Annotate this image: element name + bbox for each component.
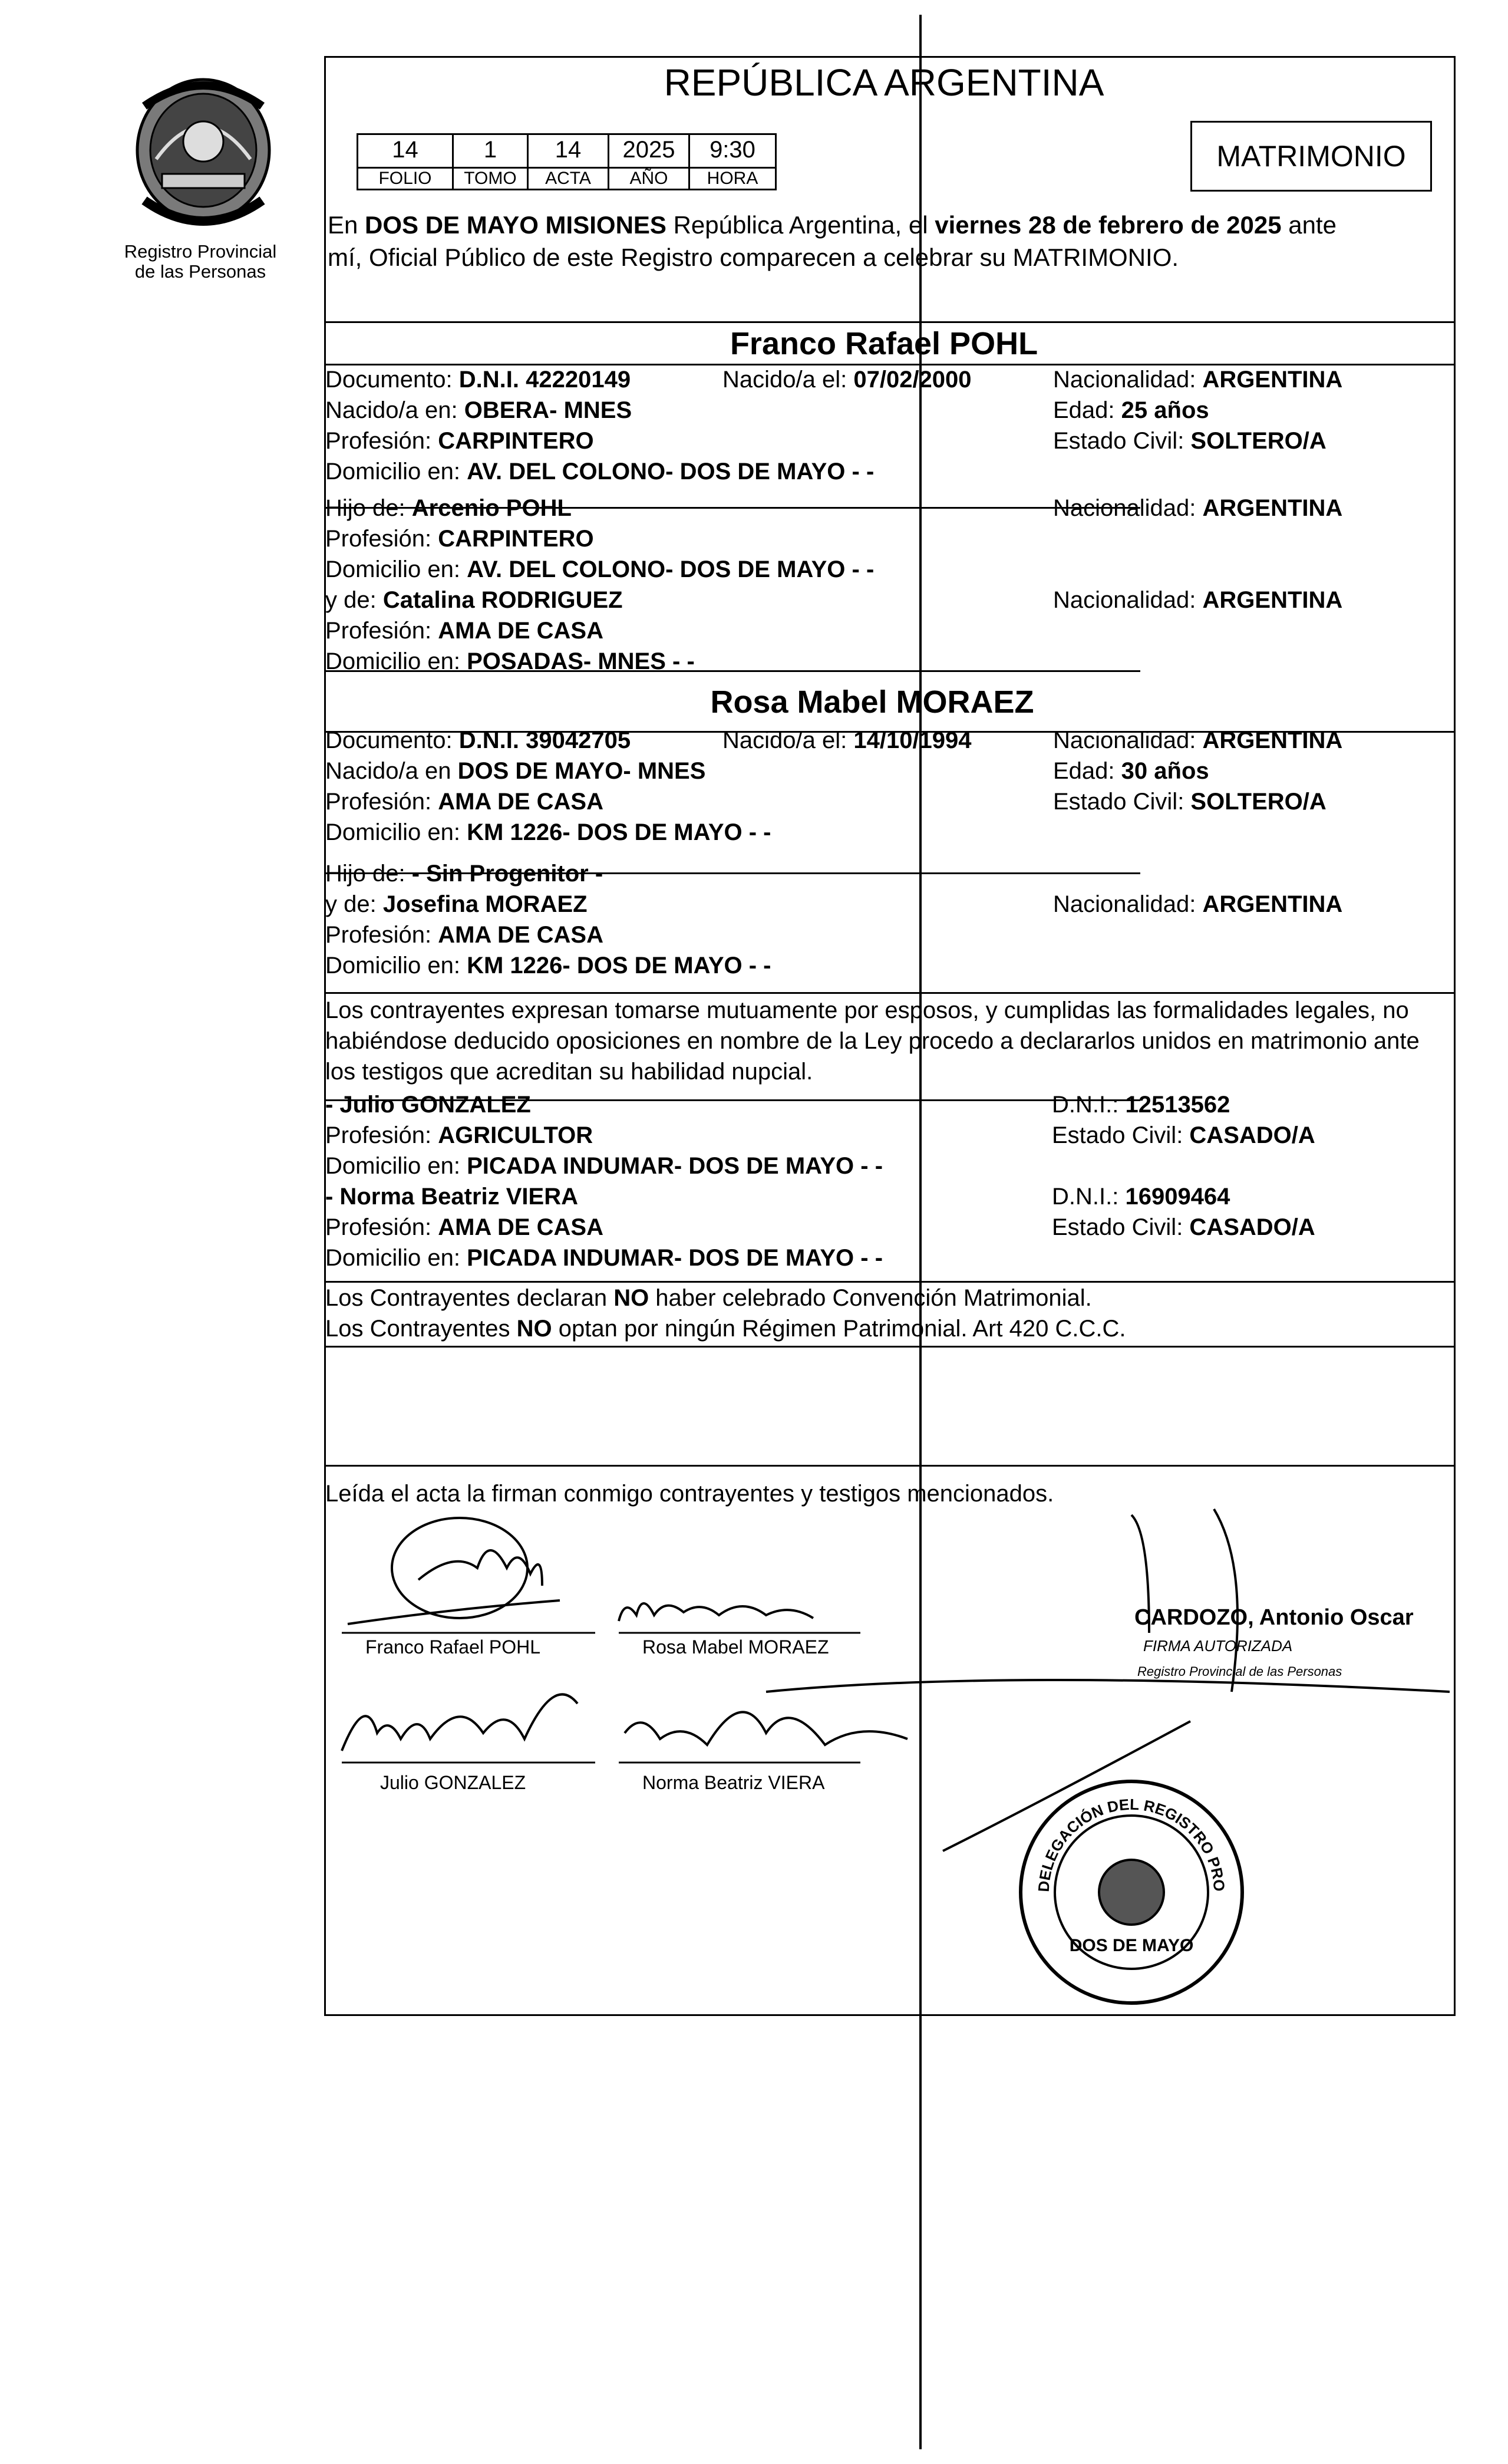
groom-profession: Profesión: CARPINTERO <box>325 428 594 454</box>
official-stamp-registry: Registro Provincial de las Personas <box>1137 1664 1342 1679</box>
intro-date: viernes 28 de febrero de 2025 <box>935 211 1282 239</box>
witness-2-dni: D.N.I.: 16909464 <box>1052 1184 1230 1210</box>
record-folio-label: FOLIO <box>357 167 454 190</box>
groom-address: Domicilio en: AV. DEL COLONO- DOS DE MAYO - - <box>325 459 875 485</box>
groom-document: Documento: D.N.I. 42220149 <box>325 367 631 393</box>
bride-father: Hijo de: - Sin Progenitor - <box>325 861 603 887</box>
divider-header <box>324 321 1456 323</box>
bride-signature-scribble <box>619 1603 813 1621</box>
registry-name <box>94 242 306 282</box>
witness-2-name: - Norma Beatriz VIERA <box>325 1184 578 1210</box>
bride-mother-profession: Profesión: AMA DE CASA <box>325 922 603 948</box>
bride-mother-nationality: Nacionalidad: ARGENTINA <box>1053 891 1343 917</box>
witness-1-profession: Profesión: AGRICULTOR <box>325 1122 593 1148</box>
bride-birthplace: Nacido/a en DOS DE MAYO- MNES <box>325 758 706 784</box>
record-acta-label: ACTA <box>527 167 609 190</box>
intro-place: DOS DE MAYO MISIONES <box>365 211 666 239</box>
registry-name-line2: de las Personas <box>134 261 266 282</box>
intro-line-2: mí, Oficial Público de este Registro comparecen a celebrar su MATRIMONIO. <box>328 243 1179 271</box>
bride-birthdate: Nacido/a el: 14/10/1994 <box>722 727 972 753</box>
seal-graphic <box>1014 1774 1249 2010</box>
bride-mother-address: Domicilio en: KM 1226- DOS DE MAYO - - <box>325 953 771 979</box>
bride-civil-status: Estado Civil: SOLTERO/A <box>1053 789 1326 815</box>
declaration-line-2: habiéndose deducido oposiciones en nombre de la Ley procedo a declararlos unidos en matrimonio ante <box>325 1028 1420 1054</box>
groom-age: Edad: 25 años <box>1053 397 1209 423</box>
witness-1-address: Domicilio en: PICADA INDUMAR- DOS DE MAYO - - <box>325 1153 883 1179</box>
groom-civil-status: Estado Civil: SOLTERO/A <box>1053 428 1326 454</box>
official-stamp-authorized: FIRMA AUTORIZADA <box>1143 1637 1293 1655</box>
groom-birthplace: Nacido/a en: OBERA- MNES <box>325 397 632 423</box>
groom-mother-nationality: Nacionalidad: ARGENTINA <box>1053 587 1343 613</box>
groom-mother-profession: Profesión: AMA DE CASA <box>325 618 603 644</box>
record-tomo-value: 1 <box>452 133 529 169</box>
declaration-line-1: Los contrayentes expresan tomarse mutuamente por esposos, y cumplidas las formalidades legales, no <box>325 997 1409 1023</box>
record-folio-value: 14 <box>357 133 454 169</box>
witness-1-civil-status: Estado Civil: CASADO/A <box>1052 1122 1315 1148</box>
signature-label-witness-1: Julio GONZALEZ <box>380 1772 526 1793</box>
groom-name: Franco Rafael POHL <box>730 326 1038 361</box>
witness-1-dni: D.N.I.: 12513562 <box>1052 1092 1230 1118</box>
page-title: REPÚBLICA ARGENTINA <box>664 61 1104 104</box>
bride-profession: Profesión: AMA DE CASA <box>325 789 603 815</box>
bride-nationality: Nacionalidad: ARGENTINA <box>1053 727 1343 753</box>
bride-address: Domicilio en: KM 1226- DOS DE MAYO - - <box>325 819 771 845</box>
signatures-art <box>330 1497 1450 2028</box>
witness-2-address: Domicilio en: PICADA INDUMAR- DOS DE MAYO - - <box>325 1245 883 1271</box>
witness-2-profession: Profesión: AMA DE CASA <box>325 1214 603 1240</box>
groom-father: Hijo de: Arcenio POHL <box>325 495 572 521</box>
divider-closing <box>324 1465 1456 1467</box>
official-seal <box>1014 1774 1249 2010</box>
witness-1-signature-scribble <box>342 1694 578 1751</box>
record-hora-label: HORA <box>688 167 777 190</box>
declaration-line-3: los testigos que acreditan su habilidad nupcial. <box>325 1059 813 1085</box>
signature-label-bride: Rosa Mabel MORAEZ <box>642 1636 829 1658</box>
groom-signature-scribble <box>348 1518 560 1624</box>
groom-mother-address: Domicilio en: POSADAS- MNES - - <box>325 648 695 674</box>
bride-mother: y de: Josefina MORAEZ <box>325 891 588 917</box>
seal-inner-text: DOS DE MAYO <box>1069 1936 1194 1955</box>
regime-line-1: Los Contrayentes declaran NO haber celebrado Convención Matrimonial. <box>325 1285 1092 1311</box>
record-anio-value: 2025 <box>608 133 690 169</box>
divider-notes <box>324 1346 1456 1348</box>
registry-logo <box>121 71 286 242</box>
regime-line-2: Los Contrayentes NO optan por ningún Régimen Patrimonial. Art 420 C.C.C. <box>325 1316 1126 1342</box>
official-stamp-name: CARDOZO, Antonio Oscar <box>1134 1605 1414 1630</box>
seal-outer-text: DELEGACIÓN DEL REGISTRO PRO <box>1034 1795 1229 1893</box>
signature-label-witness-2: Norma Beatriz VIERA <box>642 1772 825 1793</box>
groom-mother: y de: Catalina RODRIGUEZ <box>325 587 623 613</box>
record-tomo-label: TOMO <box>452 167 529 190</box>
doc-type-box <box>1190 121 1432 192</box>
doc-type: MATRIMONIO <box>1216 140 1406 173</box>
groom-father-address: Domicilio en: AV. DEL COLONO- DOS DE MAYO - - <box>325 556 875 582</box>
divider-bride-end <box>324 992 1456 994</box>
groom-father-nationality: Nacionalidad: ARGENTINA <box>1053 495 1343 521</box>
bride-age: Edad: 30 años <box>1053 758 1209 784</box>
registry-name-line1: Registro Provincial <box>124 241 277 262</box>
groom-nationality: Nacionalidad: ARGENTINA <box>1053 367 1343 393</box>
groom-father-profession: Profesión: CARPINTERO <box>325 526 594 552</box>
witness-2-civil-status: Estado Civil: CASADO/A <box>1052 1214 1315 1240</box>
closing-statement: Leída el acta la firman conmigo contrayentes y testigos mencionados. <box>325 1481 1054 1507</box>
groom-birthdate: Nacido/a el: 07/02/2000 <box>722 367 972 393</box>
witness-2-signature-scribble <box>625 1712 908 1745</box>
province-emblem <box>121 71 286 242</box>
bride-name: Rosa Mabel MORAEZ <box>710 684 1034 720</box>
bride-document: Documento: D.N.I. 39042705 <box>325 727 631 753</box>
witness-1-name: - Julio GONZALEZ <box>325 1092 531 1118</box>
divider-regime <box>324 1281 1456 1283</box>
record-hora-value: 9:30 <box>688 133 777 169</box>
intro-line-1: En DOS DE MAYO MISIONES República Argentina, el viernes 28 de febrero de 2025 ante <box>328 211 1337 239</box>
record-acta-value: 14 <box>527 133 609 169</box>
signature-label-groom: Franco Rafael POHL <box>365 1636 541 1658</box>
record-anio-label: AÑO <box>608 167 690 190</box>
